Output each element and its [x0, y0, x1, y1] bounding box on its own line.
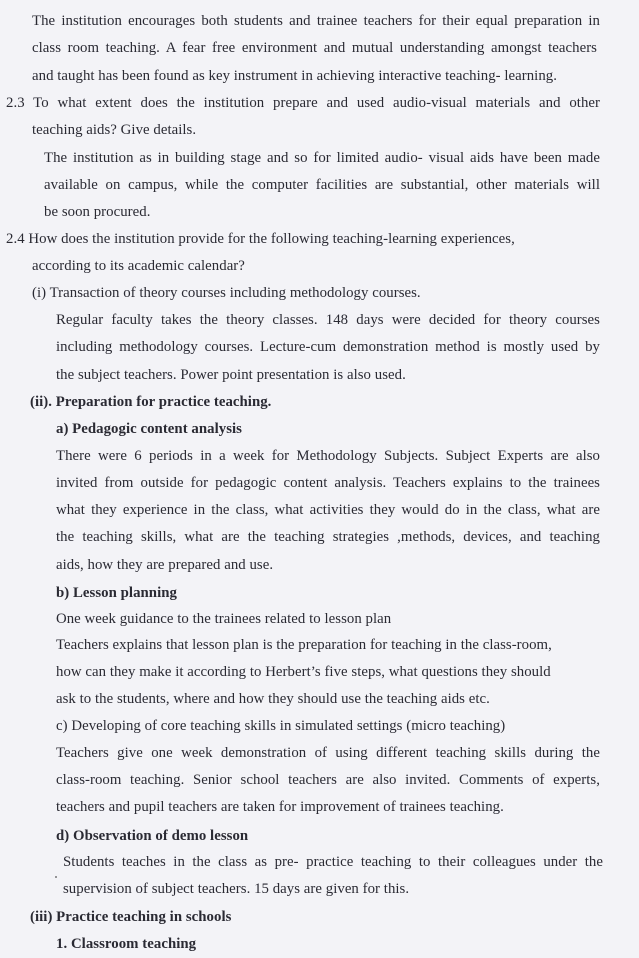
item-ii-c-body-line: class-room teaching. Senior school teachers are also invited. Comments of experts, [56, 772, 600, 788]
intro-line: class room teaching. A fear free environment and mutual understanding amongst teachers [32, 40, 597, 56]
item-ii-d-heading: d) Observation of demo lesson [56, 828, 249, 844]
answer-2-3-line: The institution as in building stage and so for limited audio- visual aids have been made [44, 150, 600, 166]
item-iii-heading: (iii) Practice teaching in schools [30, 909, 232, 925]
item-i-body-line: Regular faculty takes the theory classes. 148 days were decided for theory courses [56, 312, 600, 328]
item-ii-c-body-line: Teachers give one week demonstration of using different teaching skills during the [56, 745, 600, 761]
item-ii-a-body-line: invited from outside for pedagogic content analysis. Teachers explains to the trainees [56, 475, 600, 491]
item-ii-a-body-line: There were 6 periods in a week for Methodology Subjects. Subject Experts are also [56, 448, 600, 464]
question-2-3-cont: teaching aids? Give details. [32, 122, 197, 138]
item-ii-c-body-line: teachers and pupil teachers are taken for improvement of trainees teaching. [56, 799, 504, 815]
answer-2-3-line: be soon procured. [44, 204, 151, 220]
item-ii-c-heading: c) Developing of core teaching skills in simulated settings (micro teaching) [56, 718, 506, 734]
question-2-4: 2.4 How does the institution provide for the following teaching-learning experiences, [6, 231, 515, 247]
item-i-heading: (i) Transaction of theory courses including methodology courses. [32, 285, 421, 301]
intro-line: The institution encourages both students and trainee teachers for their equal preparation in [32, 13, 600, 29]
item-i-body-line: including methodology courses. Lecture-cum demonstration method is mostly used by [56, 339, 600, 355]
intro-line: and taught has been found as key instrument in achieving interactive teaching- learning. [32, 68, 557, 84]
item-ii-a-body-line: what they experience in the class, what activities they would do in the class, what are [56, 502, 600, 518]
item-ii-a-heading: a) Pedagogic content analysis [56, 421, 242, 437]
item-ii-d-body-line: supervision of subject teachers. 15 days are given for this. [63, 881, 410, 897]
answer-2-3-line: available on campus, while the computer facilities are substantial, other materials will [44, 177, 600, 193]
item-ii-b-heading: b) Lesson planning [56, 585, 177, 601]
item-ii-a-body-line: aids, how they are prepared and use. [56, 557, 274, 573]
scan-speck [55, 876, 57, 878]
item-ii-b-body-line: One week guidance to the trainees related to lesson plan [56, 611, 392, 627]
item-ii-b-body-line: Teachers explains that lesson plan is the preparation for teaching in the class-room, [56, 637, 552, 653]
item-ii-d-body-line: Students teaches in the class as pre- practice teaching to their colleagues under the [63, 854, 603, 870]
item-iii-sub-1: 1. Classroom teaching [56, 936, 197, 952]
item-ii-b-body-line: ask to the students, where and how they should use the teaching aids etc. [56, 691, 490, 707]
question-2-3: 2.3 To what extent does the institution prepare and used audio-visual materials and other [6, 95, 600, 111]
question-2-4-cont: according to its academic calendar? [32, 258, 245, 274]
item-i-body-line: the subject teachers. Power point presentation is also used. [56, 367, 406, 383]
item-ii-heading: (ii). Preparation for practice teaching. [30, 394, 272, 410]
item-ii-b-body-line: how can they make it according to Herbert’s five steps, what questions they should [56, 664, 551, 680]
item-ii-a-body-line: the teaching skills, what are the teaching strategies ,methods, devices, and teaching [56, 529, 600, 545]
